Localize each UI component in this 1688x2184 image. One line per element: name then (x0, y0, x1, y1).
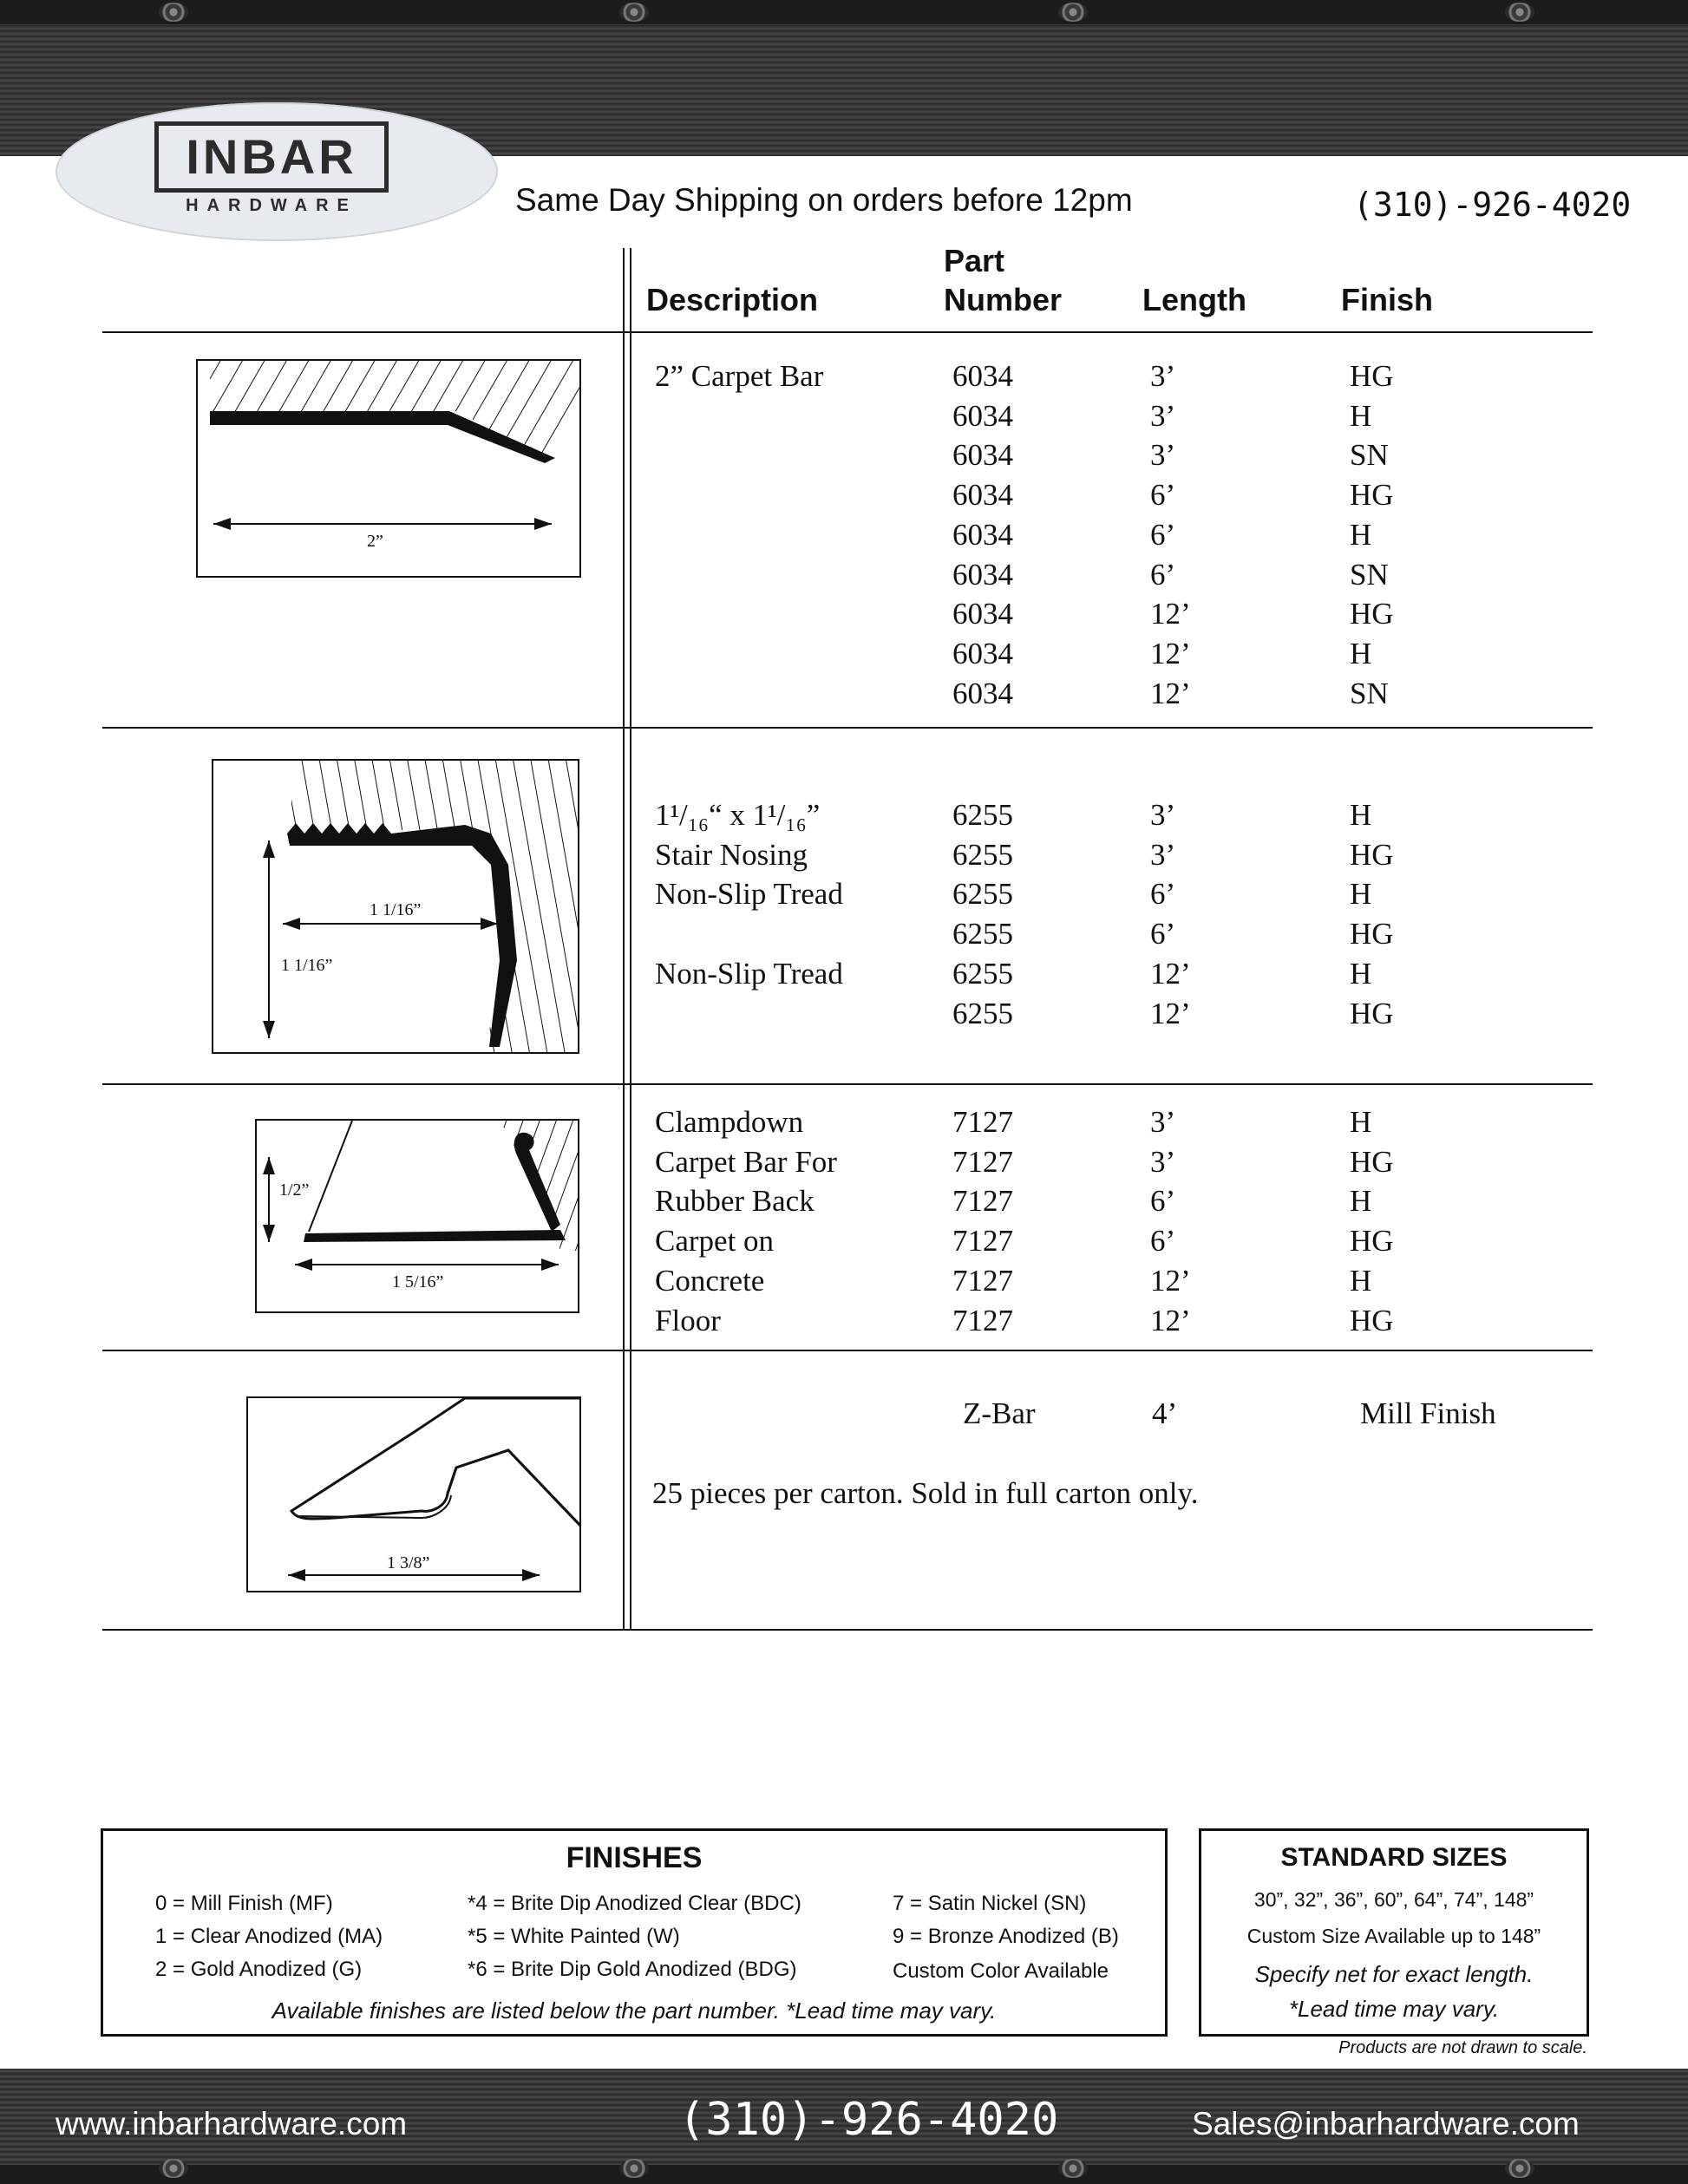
zbar-dimension: 1 3/8” (387, 1553, 430, 1573)
screw-icon (159, 3, 188, 22)
part-number-cell: 6034 (952, 478, 1013, 513)
finish-cell: H (1350, 956, 1372, 991)
finish-cell: HG (1350, 837, 1394, 872)
finish-cell: H (1350, 636, 1372, 670)
header-rule (102, 331, 1593, 333)
finish-cell: H (1350, 517, 1372, 552)
part-number-cell: 6255 (952, 917, 1013, 951)
finish-item: *5 = White Painted (W) (468, 1925, 680, 1948)
screw-icon (619, 2159, 649, 2178)
footer-phone[interactable]: (310)-926-4020 (678, 2094, 1059, 2146)
screw-icon (159, 2159, 188, 2178)
zbar-length: 4’ (1152, 1396, 1178, 1430)
screw-icon (619, 3, 649, 22)
col-part-bottom: Number (944, 282, 1063, 317)
part-number-cell: 6034 (952, 636, 1013, 670)
description-line: Rubber Back (655, 1184, 815, 1219)
scale-disclaimer: Products are not drawn to scale. (1338, 2038, 1587, 2057)
finishes-title: FINISHES (566, 1841, 703, 1874)
part-number-cell: 6255 (952, 956, 1013, 991)
length-cell: 6’ (1150, 877, 1176, 912)
standard-sizes-title: STANDARD SIZES (1280, 1843, 1508, 1872)
logo-name: INBAR (186, 129, 357, 184)
finish-cell: H (1350, 398, 1372, 433)
exact-length-note: Specify net for exact length. (1254, 1961, 1534, 1987)
part-number-cell: 7127 (952, 1144, 1013, 1179)
description-line: Floor (655, 1303, 721, 1337)
screw-icon (1058, 2159, 1088, 2178)
finish-cell: HG (1350, 917, 1394, 951)
clampdown-height: 1/2” (279, 1180, 310, 1200)
screw-icon (1505, 2159, 1534, 2178)
length-cell: 12’ (1150, 996, 1191, 1030)
clampdown-width: 1 5/16” (392, 1272, 444, 1291)
finish-cell: H (1350, 1263, 1372, 1298)
row-separator (102, 1350, 1593, 1351)
logo (154, 121, 389, 193)
part-number-cell: 6255 (952, 837, 1013, 872)
clampdown-diagram (255, 1119, 579, 1313)
column-divider (630, 248, 631, 1629)
length-cell: 6’ (1150, 557, 1176, 592)
part-number-cell: 6255 (952, 877, 1013, 912)
part-number-cell: 6034 (952, 438, 1013, 473)
length-cell: 12’ (1150, 956, 1191, 991)
part-number-cell: 7127 (952, 1184, 1013, 1219)
finish-cell: H (1350, 798, 1372, 832)
footer-band-edge (0, 2165, 1688, 2184)
row-separator (102, 1629, 1593, 1631)
finish-cell: HG (1350, 996, 1394, 1030)
length-cell: 6’ (1150, 478, 1176, 513)
part-number-cell: 6255 (952, 996, 1013, 1030)
finish-cell: SN (1350, 557, 1389, 592)
length-cell: 6’ (1150, 917, 1176, 951)
length-cell: 3’ (1150, 1105, 1176, 1139)
part-number-cell: 6034 (952, 359, 1013, 393)
part-number-cell: 6034 (952, 517, 1013, 552)
finishes-note: Available finishes are listed below the part number. *Lead time may vary. (272, 1998, 997, 2024)
length-cell: 6’ (1150, 1184, 1176, 1219)
zbar-part: Z-Bar (963, 1396, 1036, 1430)
finish-item: Custom Color Available (893, 1959, 1109, 1983)
description-line: Concrete (655, 1263, 765, 1298)
finish-cell: H (1350, 877, 1372, 912)
length-cell: 12’ (1150, 1263, 1191, 1298)
finish-cell: HG (1350, 359, 1394, 393)
footer-email-link[interactable]: Sales@inbarhardware.com (1192, 2106, 1580, 2141)
stair-nosing-diagram (212, 759, 579, 1054)
length-cell: 3’ (1150, 837, 1176, 872)
part-number-cell: 6034 (952, 676, 1013, 710)
column-divider (623, 248, 625, 1629)
finish-item: 1 = Clear Anodized (MA) (155, 1925, 383, 1948)
finish-cell: SN (1350, 676, 1389, 710)
footer-website-link[interactable]: www.inbarhardware.com (56, 2106, 408, 2141)
col-part-top: Part (944, 243, 1005, 278)
length-cell: 12’ (1150, 676, 1191, 710)
finish-cell: H (1350, 1184, 1372, 1219)
screw-icon (1058, 3, 1088, 22)
col-finish: Finish (1341, 282, 1433, 317)
carpet-bar-diagram (196, 359, 581, 578)
row-separator (102, 1083, 1593, 1085)
finish-cell: H (1350, 1105, 1372, 1139)
finish-cell: HG (1350, 597, 1394, 631)
col-length: Length (1142, 282, 1246, 317)
standard-sizes-list: 30”, 32”, 36”, 60”, 64”, 74”, 148” (1253, 1888, 1534, 1911)
length-cell: 6’ (1150, 1224, 1176, 1259)
part-number-cell: 7127 (952, 1105, 1013, 1139)
finish-item: *4 = Brite Dip Anodized Clear (BDC) (468, 1892, 801, 1915)
part-number-cell: 7127 (952, 1224, 1013, 1259)
stair-nosing-width: 1 1/16” (370, 900, 422, 919)
description-line: Carpet on (655, 1224, 775, 1259)
finish-cell: HG (1350, 1303, 1394, 1337)
length-cell: 6’ (1150, 517, 1176, 552)
finish-item: *6 = Brite Dip Gold Anodized (BDG) (468, 1958, 797, 1981)
header-phone: (310)-926-4020 (1353, 186, 1632, 224)
description-line: 1¹/₁₆“ x 1¹/₁₆” (655, 798, 821, 832)
length-cell: 12’ (1150, 1303, 1191, 1337)
description-line: Carpet Bar For (655, 1144, 837, 1179)
part-number-cell: 6255 (952, 798, 1013, 832)
zbar-note: 25 pieces per carton. Sold in full carton only. (652, 1476, 1199, 1510)
logo-subtitle: HARDWARE (186, 196, 357, 215)
zbar-finish: Mill Finish (1360, 1396, 1496, 1430)
description-line: Non-Slip Tread (655, 877, 843, 912)
standard-sizes-box (1199, 1828, 1589, 2037)
finishes-legend (101, 1828, 1168, 2037)
screw-icon (1505, 3, 1534, 22)
finish-cell: HG (1350, 478, 1394, 513)
length-cell: 3’ (1150, 438, 1176, 473)
col-description: Description (646, 282, 819, 317)
stair-nosing-height: 1 1/16” (281, 956, 333, 975)
finish-item: 7 = Satin Nickel (SN) (893, 1892, 1087, 1915)
top-band-edge (0, 0, 1688, 24)
finish-item: 0 = Mill Finish (MF) (155, 1892, 333, 1915)
lead-time-note: *Lead time may vary. (1288, 1996, 1500, 2022)
description-line: Clampdown (655, 1105, 804, 1139)
description-line: Non-Slip Tread (655, 956, 843, 991)
finish-cell: HG (1350, 1144, 1394, 1179)
length-cell: 3’ (1150, 359, 1176, 393)
shipping-tagline: Same Day Shipping on orders before 12pm (515, 182, 1133, 218)
length-cell: 12’ (1150, 597, 1191, 631)
part-number-cell: 7127 (952, 1303, 1013, 1337)
finish-item: 2 = Gold Anodized (G) (155, 1958, 363, 1981)
length-cell: 3’ (1150, 1144, 1176, 1179)
finish-cell: SN (1350, 438, 1389, 473)
carpet-bar-description: 2” Carpet Bar (655, 359, 824, 393)
finish-item: 9 = Bronze Anodized (B) (893, 1925, 1119, 1948)
length-cell: 3’ (1150, 398, 1176, 433)
description-line: Stair Nosing (655, 837, 808, 872)
custom-size-note: Custom Size Available up to 148” (1246, 1925, 1541, 1947)
part-number-cell: 6034 (952, 597, 1013, 631)
carpet-bar-dimension: 2” (367, 532, 383, 551)
row-separator (102, 727, 1593, 729)
length-cell: 12’ (1150, 636, 1191, 670)
finish-cell: HG (1350, 1224, 1394, 1259)
part-number-cell: 6034 (952, 398, 1013, 433)
length-cell: 3’ (1150, 798, 1176, 832)
zbar-diagram (246, 1396, 581, 1592)
part-number-cell: 6034 (952, 557, 1013, 592)
part-number-cell: 7127 (952, 1263, 1013, 1298)
